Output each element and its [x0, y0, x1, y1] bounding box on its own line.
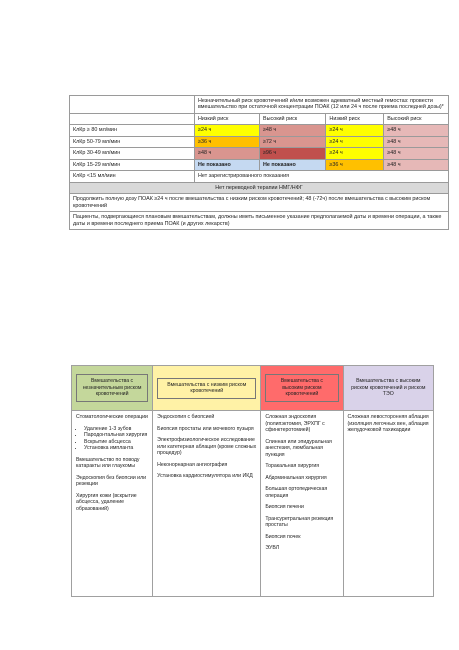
timing-cell: ≥96 ч [259, 148, 325, 159]
list-item: Стоматологические операции [76, 414, 148, 420]
timing-cell: ≥72 ч [259, 136, 325, 147]
list-item: Установка кардиостимулятора или ИКД [157, 473, 253, 479]
list-item: • Удаление 1-3 зубов [84, 426, 148, 433]
high-risk-column [261, 411, 343, 597]
timing-cell: ≥24 ч [326, 136, 384, 147]
header-high-risk-teo: Вмешательства с высоким риском кровотечений и риском ТЭО [343, 366, 433, 411]
list-item: Эндоскопия без биопсии или резекции [76, 474, 146, 487]
table-row [70, 171, 449, 182]
clearance-label: КлКр 50-79 мл/мин [70, 136, 195, 147]
risk-description-header: Незначительный риск кровотечений и/или возможен адекватный местный гемостаз: провести вмешательство при остаточной концентрации ПОАК (12 или 24 ч после приема последней дозы)* [195, 96, 449, 114]
header-high-risk: Вмешательства с высоким риском кровотечений [261, 366, 343, 411]
table-row [70, 148, 449, 159]
table-row [70, 125, 449, 136]
clearance-label: КлКр 15-29 мл/мин [70, 159, 195, 170]
high-risk-teo-column [343, 411, 433, 597]
list-item: Биопсия почек [265, 533, 301, 540]
list-item: Хирургия кожи (вскрытие абсцесса, удаление образований) [76, 492, 137, 512]
list-item: • Пародонтальная хирургия [84, 432, 148, 439]
header-minimal-risk: Вмешательства с незначительным риском кровотечений [72, 366, 153, 411]
minimal-risk-column [72, 411, 153, 597]
list-item: Сложная эндоскопия (полипэктомия, ЭРХПГ с сфинктеротомией) [265, 414, 325, 433]
dental-list [76, 426, 148, 452]
risk-label: Высокий риск [384, 113, 449, 124]
list-item: Спинная или эпидуральная анестезия, люмбальная пункция [265, 438, 332, 458]
list-item: Вмешательство по поводу катаракты или глаукомы [76, 456, 140, 469]
table-row [70, 136, 449, 147]
list-item: ЭУВЛ [265, 545, 280, 551]
list-item: Сложная левосторонняя аблация (изоляция легочных вен, аблация желудочковой тахикардии [347, 414, 429, 433]
resume-note: Продолжить полную дозу ПОАК ≥24 ч после вмешательства с низким риском кровотечений; 48 (-72ч) после вмешательства с высоким риском кровотечений [70, 194, 449, 212]
list-item: Торакальная хирургия [265, 463, 320, 469]
list-item: Большая ортопедическая операция [265, 486, 328, 499]
list-item: Абдоминальная хирургия [265, 474, 327, 481]
timing-cell: ≥36 ч [195, 136, 260, 147]
empty-label-cell [70, 113, 195, 124]
list-item: Биопсия печени [265, 504, 304, 510]
clearance-label: КлКр 30-49 мл/мин [70, 148, 195, 159]
timing-cell: ≥48 ч [384, 136, 449, 147]
doac-timing-table [69, 95, 449, 230]
timing-cell: ≥48 ч [384, 125, 449, 136]
timing-cell: ≥48 ч [384, 159, 449, 170]
timing-cell: Не показано [195, 159, 260, 170]
bridge-therapy-row: Нет переводной терапии НМГ/НФГ [70, 182, 449, 193]
procedure-risk-table [71, 365, 434, 597]
risk-label: Высокий риск [259, 113, 325, 124]
timing-cell: ≥48 ч [384, 148, 449, 159]
list-item: • Вскрытие абсцесса [84, 439, 148, 446]
timing-cell: ≥24 ч [326, 125, 384, 136]
empty-corner-cell [70, 96, 195, 114]
timing-cell: ≥24 ч [326, 148, 384, 159]
list-item: Трансуретральная резекция простаты [265, 515, 334, 528]
list-item: Биопсия простаты или мочевого пузыря [157, 425, 254, 432]
timing-cell: Не показано [259, 159, 325, 170]
low-risk-column [153, 411, 261, 597]
header-low-risk: Вмешательства с низким риском кровотечений [153, 366, 261, 411]
timing-cell: ≥48 ч [195, 148, 260, 159]
no-indication-cell: Нет зарегистрированного показания [195, 171, 449, 182]
timing-cell: ≥48 ч [259, 125, 325, 136]
list-item: • Установка импланта [84, 445, 148, 452]
risk-label: Низкий риск [195, 113, 260, 124]
table-row [70, 159, 449, 170]
list-item: Эндоскопия с биопсией [157, 414, 215, 420]
list-item: Электрофизиологическое исследование или катетерная аблация (кроме сложных процедур) [157, 437, 257, 456]
list-item: Неконорнарная ангиография [157, 461, 228, 468]
timing-cell: ≥36 ч [326, 159, 384, 170]
risk-label: Низкий риск [326, 113, 384, 124]
planning-note: Пациенты, подвергающиеся плановым вмешательствам, должны иметь письменное указание предполагаемой даты и времени операции, а также даты и времени последнего приема ПОАК (и других лекарств) [70, 212, 449, 230]
timing-cell: ≥24 ч [195, 125, 260, 136]
clearance-label: КлКр <15 мл/мин [70, 171, 195, 182]
clearance-label: КлКр ≥ 80 мл/мин [70, 125, 195, 136]
